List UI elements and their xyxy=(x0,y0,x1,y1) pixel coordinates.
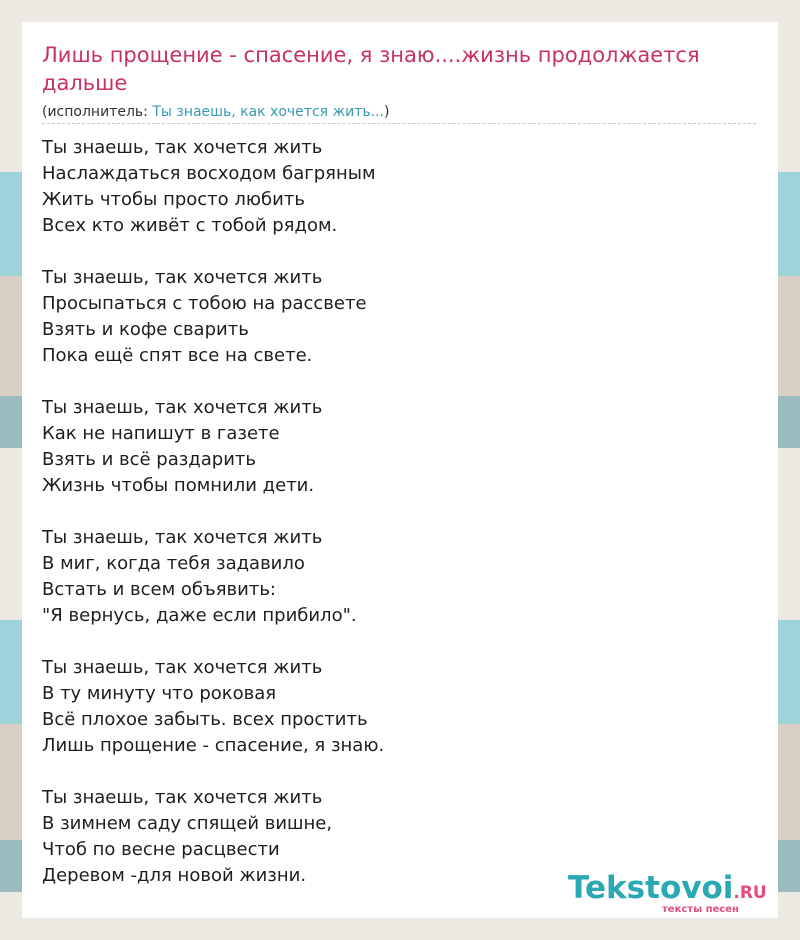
lyric-line: В зимнем саду спящей вишне, xyxy=(42,813,333,834)
performer-prefix: (исполнитель: xyxy=(42,104,153,120)
lyrics-card xyxy=(22,22,778,918)
verse xyxy=(42,395,742,499)
logo-tagline: тексты песен xyxy=(662,904,739,915)
lyric-line: Всех кто живёт с тобой рядом. xyxy=(42,215,338,236)
logo-wordmark: Tekstovoi xyxy=(568,870,734,906)
lyric-line: Ты знаешь, так хочется жить xyxy=(42,267,323,288)
lyric-line: Ты знаешь, так хочется жить xyxy=(42,137,323,158)
artist-link[interactable]: Ты знаешь, как хочется жить... xyxy=(152,104,384,120)
lyric-line: Жизнь чтобы помнили дети. xyxy=(42,475,315,496)
verse xyxy=(42,135,742,239)
performer-line xyxy=(42,102,389,122)
lyric-line: Просыпаться с тобою на рассвете xyxy=(42,293,367,314)
verse xyxy=(42,525,742,629)
lyric-line: Ты знаешь, так хочется жить xyxy=(42,657,323,678)
lyric-line: Ты знаешь, так хочется жить xyxy=(42,527,323,548)
lyric-line: Взять и кофе сварить xyxy=(42,319,249,340)
verse xyxy=(42,655,742,759)
lyric-line: Деревом -для новой жизни. xyxy=(42,865,307,886)
performer-suffix: ) xyxy=(384,104,390,120)
lyrics-body xyxy=(42,135,742,915)
lyric-line: Как не напишут в газете xyxy=(42,423,280,444)
logo-tld: .RU xyxy=(733,883,767,903)
lyric-line: Чтоб по весне расцвести xyxy=(42,839,280,860)
lyric-line: В ту минуту что роковая xyxy=(42,683,277,704)
lyric-line: Взять и всё раздарить xyxy=(42,449,257,470)
lyric-line: Наслаждаться восходом багряным xyxy=(42,163,376,184)
dashed-divider xyxy=(42,123,756,124)
lyric-line: Пока ещё спят все на свете. xyxy=(42,345,313,366)
lyric-line: Лишь прощение - спасение, я знаю. xyxy=(42,735,385,756)
lyric-line: Жить чтобы просто любить xyxy=(42,189,305,210)
song-title: Лишь прощение - спасение, я знаю....жизнь продолжается дальше xyxy=(42,43,700,95)
lyric-line: Встать и всем объявить: xyxy=(42,579,276,600)
site-logo[interactable] xyxy=(568,871,778,919)
lyric-line: В миг, когда тебя задавило xyxy=(42,553,305,574)
verse xyxy=(42,265,742,369)
lyric-line: Ты знаешь, так хочется жить xyxy=(42,787,323,808)
lyric-line: Всё плохое забыть. всех простить xyxy=(42,709,368,730)
lyric-line: "Я вернусь, даже если прибило". xyxy=(42,605,357,626)
lyric-line: Ты знаешь, так хочется жить xyxy=(42,397,323,418)
